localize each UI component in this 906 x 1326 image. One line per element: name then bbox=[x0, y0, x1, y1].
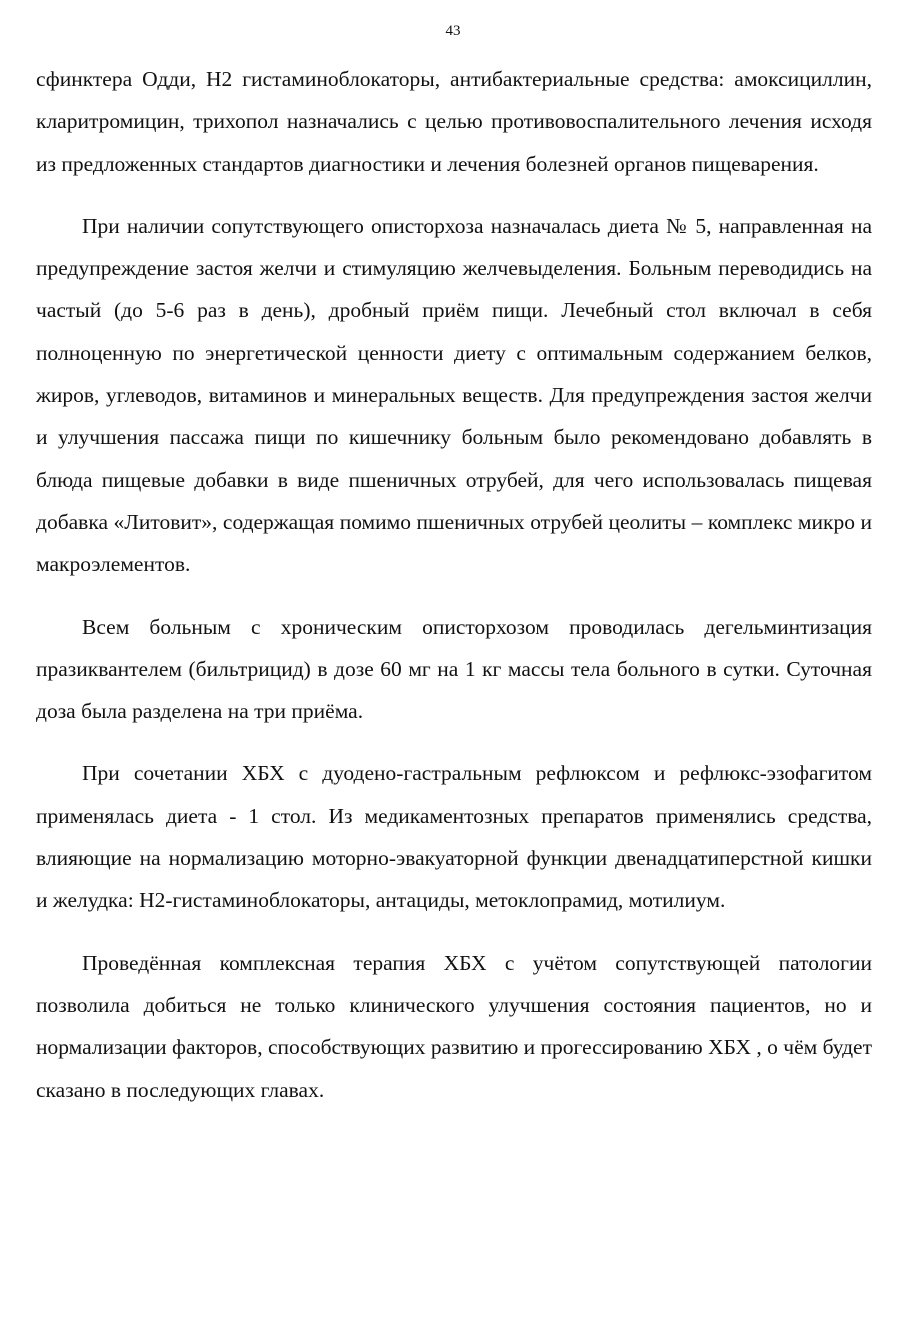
paragraph: сфинктера Одди, Н2 гистаминоблокаторы, антибактериальные средства: амоксициллин, кларитромицин, трихопол назначались с целью противовоспалительного лечения исходя из предложенных стандартов диагностики и лечения болезней органов пищеварения. bbox=[36, 67, 872, 176]
paragraph: Всем больным с хроническим описторхозом проводилась дегельминтизация празиквантелем (бильтрицид) в дозе 60 мг на 1 кг массы тела больного в сутки. Суточная доза была разделена на три приёма. bbox=[36, 614, 872, 724]
page-number: 43 bbox=[445, 23, 461, 39]
paragraph: Проведённая комплексная терапия ХБХ с учётом сопутствующей патологии позволила добиться не только клинического улучшения состояния пациентов, но и нормализации факторов, способствующих развитию и прогессированию ХБХ , о чём будет сказано в последующих главах. bbox=[36, 950, 872, 1102]
paragraph: При сочетании ХБХ с дуодено-гастральным рефлюксом и рефлюкс-эзофагитом применялась диета - 1 стол. Из медикаментозных препаратов применялись средства, влияющие на нормализацию моторно-эвакуаторной функции двенадцатиперстной кишки и желудка: Н2-гистаминоблокаторы, антациды, метоклопрамид, мотилиум. bbox=[36, 761, 872, 913]
body-text bbox=[36, 58, 872, 1131]
paragraph: При наличии сопутствующего описторхоза назначалась диета № 5, направленная на предупреждение застоя желчи и стимуляцию желчевыделения. Больным переводидись на частый (до 5-6 раз в день), дробный приём пищи. Лечебный стол включал в себя полноценную по энергетической ценности диету с оптимальным содержанием белков, жиров, углеводов, витаминов и минеральных веществ. Для предупреждения застоя желчи и улучшения пассажа пищи по кишечнику больным было рекомендовано добавлять в блюда пищевые добавки в виде пшеничных отрубей, для чего использовалась пищевая добавка «Литовит», содержащая помимо пшеничных отрубей цеолиты – комплекс микро и макроэлементов. bbox=[36, 213, 872, 577]
